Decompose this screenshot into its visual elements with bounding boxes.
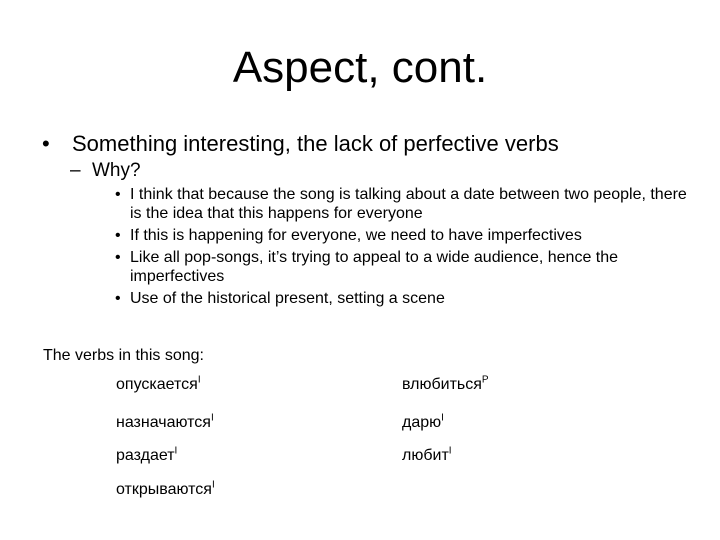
slide-title: Aspect, cont. [232,43,488,92]
verb-item [116,480,215,500]
bullet-level3-item [115,185,690,223]
aspect-marker: I [448,445,452,457]
verb-word: любит [402,447,449,464]
dash-bullet-icon: – [70,160,81,181]
aspect-marker: I [211,479,215,491]
aspect-marker: P [481,374,489,386]
bullet-level3-text: Like all pop-songs, it’s trying to appeal to a wide audience, hence the imperfectives [130,249,619,285]
bullet-dot-icon: • [115,227,121,244]
aspect-marker: I [441,412,444,424]
aspect-marker: I [197,374,201,386]
verbs-label: The verbs in this song: [43,347,204,364]
bullet-level3-item [115,289,690,308]
bullet-dot-icon: • [115,186,121,203]
bullet-level2-text: Why? [92,160,141,181]
verb-item [402,446,452,466]
bullet-dot-icon: • [115,290,121,307]
verb-item [116,375,201,395]
bullet-level3-text: I think that because the song is talking about a date between two people, there is the idea that this happens for everyone [130,186,687,222]
verb-item [116,446,177,466]
bullet-level3-list [115,185,690,311]
verb-word: дарю [402,414,442,431]
verb-item [402,375,489,395]
bullet-level1-text: Something interesting, the lack of perfective verbs [72,131,559,156]
verb-word: опускается [116,376,198,393]
verb-word: назначаются [116,414,211,431]
verb-word: раздает [116,447,175,464]
bullet-level2 [70,159,141,183]
aspect-marker: I [174,445,178,457]
verb-word: открываются [116,481,212,498]
bullet-level3-item [115,248,690,286]
bullet-level3-text: If this is happening for everyone, we need to have imperfectives [130,227,582,244]
bullet-level1 [42,130,559,158]
bullet-level3-item [115,226,690,245]
verb-item [116,413,214,433]
bullet-dot-icon: • [115,249,121,266]
verb-word: влюбиться [402,376,482,393]
bullet-dot-icon: • [42,131,50,156]
bullet-level3-text: Use of the historical present, setting a scene [130,290,445,307]
verb-item [402,413,444,433]
aspect-marker: I [210,412,214,424]
